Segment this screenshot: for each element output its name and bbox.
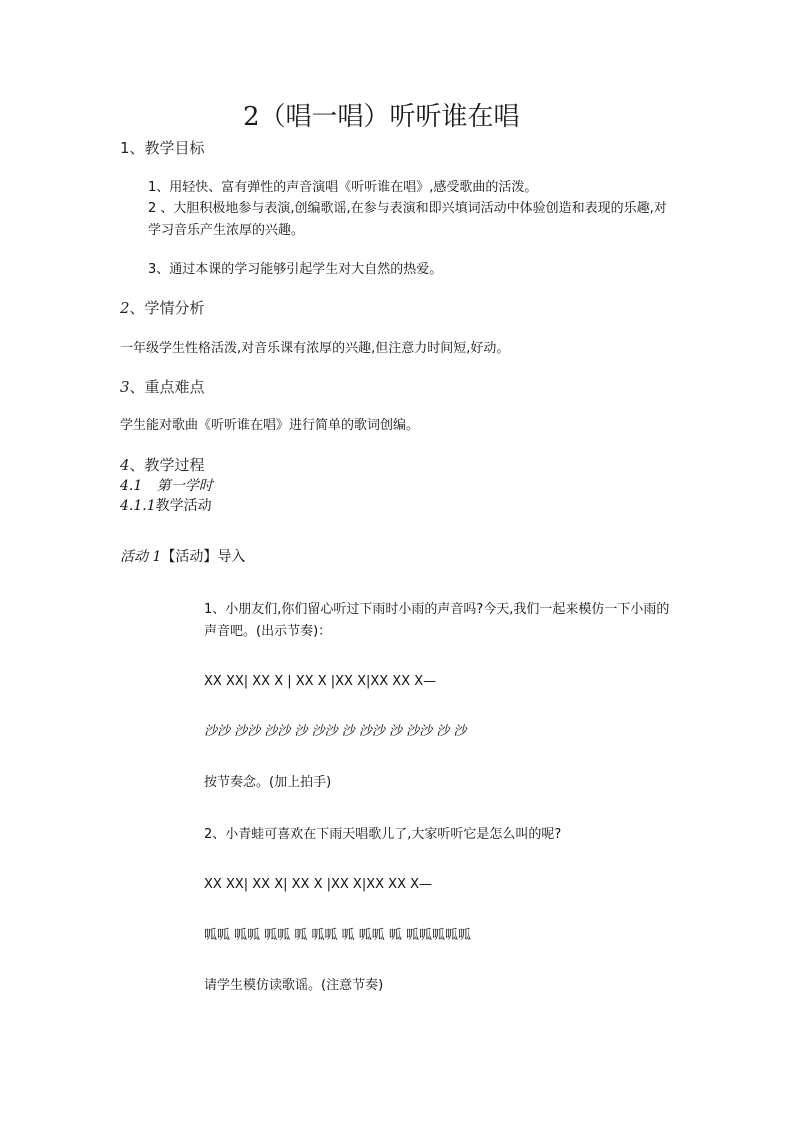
activity-heading [120,549,245,566]
sub2-text: 教学活动 [155,498,212,514]
process-heading-number: 4 [120,456,130,474]
rhythm-line-1: XX XX| XX X | XX X |XX X|XX XX X— [204,674,437,689]
analysis-heading-text: 、学情分析 [129,299,205,317]
rain-sound-line: 沙沙 沙沙 沙沙 沙 沙沙 沙 沙沙 沙 沙沙 沙 沙 [204,724,467,739]
clap-instruction: 按节奏念。(加上拍手) [204,775,332,790]
goal-item-2: 2 、大胆积极地参与表演,创编歌谣,在参与表演和即兴填词活动中体验创造和表现的乐趣,对学习音乐产生浓厚的兴趣。 [148,201,667,238]
keypoints-heading [120,378,205,396]
activity-line-1: 1、小朋友们,你们留心听过下雨时小雨的声音吗?今天,我们一起来模仿一下小雨的声音吧。(出示节奏)： [204,602,670,639]
sub1-text: 第一学时 [156,478,213,494]
analysis-heading [120,299,205,317]
process-heading [120,456,205,474]
process-subheading-2 [120,498,212,515]
imitate-instruction: 请学生模仿读歌谣。(注意节奏) [204,978,384,993]
sub1-number: 4.1 [120,478,143,494]
activity-label: 活动 1 [120,549,162,565]
process-subheading-1 [120,478,213,495]
goal-item-1: 1、用轻快、富有弹性的声音演唱《听听谁在唱》,感受歌曲的活泼。 [148,180,538,195]
analysis-body: 一年级学生性格活泼,对音乐课有浓厚的兴趣,但注意力时间短,好动。 [120,341,510,356]
keypoints-heading-text: 、重点难点 [129,378,205,396]
sub2-number: 4.1.1 [120,498,156,514]
frog-sound-line: 呱呱 呱呱 呱呱 呱 呱呱 呱 呱呱 呱 呱呱呱呱呱 [204,928,472,943]
page-title: 2（唱一唱）听听谁在唱 [243,102,520,132]
goal-item-3: 3、通过本课的学习能够引起学生对大自然的热爱。 [148,262,443,277]
activity-line-2: 2、小青蛙可喜欢在下雨天唱歌儿了,大家听听它是怎么叫的呢? [204,827,562,842]
analysis-heading-number: 2 [120,299,130,317]
keypoints-body: 学生能对歌曲《听听谁在唱》进行简单的歌词创编。 [120,418,420,433]
goals-heading: 1、教学目标 [120,139,205,157]
process-heading-text: 、教学过程 [129,456,205,474]
keypoints-heading-number: 3 [120,378,130,396]
rhythm-line-2: XX XX| XX X| XX X |XX X|XX XX X— [204,877,433,892]
activity-text: 【活动】导入 [161,549,246,565]
